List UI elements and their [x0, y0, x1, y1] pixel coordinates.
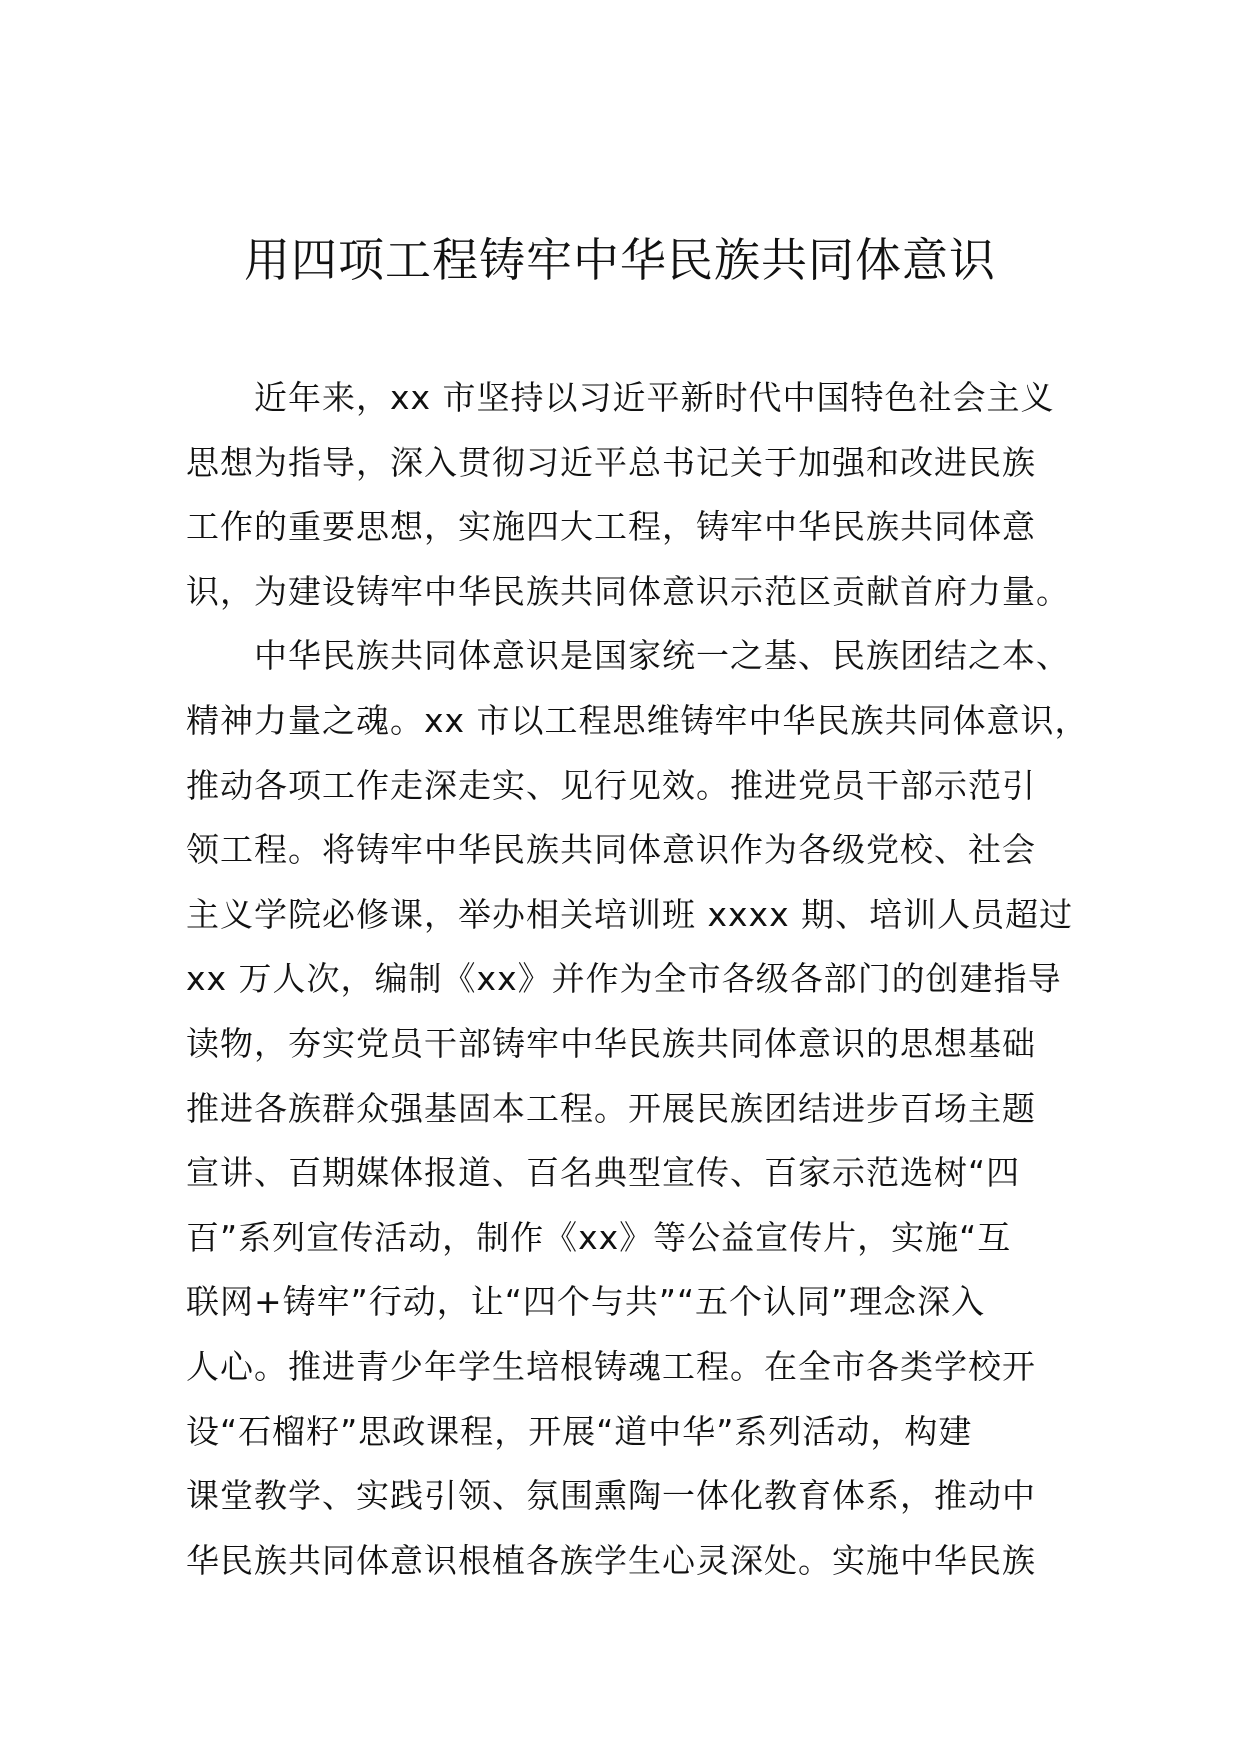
paragraph-2-line-14: 课堂教学、实践引领、氛围熏陶一体化教育体系，推动中: [186, 1476, 1036, 1516]
paragraph-1-line-3: 工作的重要思想，实施四大工程，铸牢中华民族共同体意: [186, 507, 1036, 547]
paragraph-2-line-15: 华民族共同体意识根植各族学生心灵深处。实施中华民族: [186, 1540, 1036, 1580]
paragraph-2-line-3: 推动各项工作走深走实、见行见效。推进党员干部示范引: [186, 765, 1036, 805]
paragraph-2-line-4: 领工程。将铸牢中华民族共同体意识作为各级党校、社会: [186, 830, 1036, 870]
paragraph-2-line-6: xx 万人次，编制《xx》并作为全市各级各部门的创建指导: [186, 959, 1062, 999]
paragraph-2-line-10: 百”系列宣传活动，制作《xx》等公益宣传片，实施“互: [186, 1217, 1012, 1257]
paragraph-2-line-12: 人心。推进青少年学生培根铸魂工程。在全市各类学校开: [186, 1346, 1036, 1386]
paragraph-1-line-4: 识，为建设铸牢中华民族共同体意识示范区贡献首府力量。: [186, 571, 1070, 611]
paragraph-1-line-2: 思想为指导，深入贯彻习近平总书记关于加强和改进民族: [186, 442, 1036, 482]
paragraph-2-line-9: 宣讲、百期媒体报道、百名典型宣传、百家示范选树“四: [186, 1153, 1021, 1193]
paragraph-2-line-5: 主义学院必修课，举办相关培训班 xxxx 期、培训人员超过: [186, 894, 1074, 934]
paragraph-2-line-13: 设“石榴籽”思政课程，开展“道中华”系列活动，构建: [186, 1411, 973, 1451]
paragraph-2-line-2: 精神力量之魂。xx 市以工程思维铸牢中华民族共同体意识，: [186, 700, 1089, 740]
document-title: 用四项工程铸牢中华民族共同体意识: [244, 233, 996, 287]
document-body: [186, 366, 1089, 1593]
paragraph-2-line-1: 中华民族共同体意识是国家统一之基、民族团结之本、: [254, 636, 1070, 676]
paragraph-2-line-11: 联网+铸牢”行动，让“四个与共”“五个认同”理念深入: [186, 1282, 986, 1322]
paragraph-1-line-1: 近年来，xx 市坚持以习近平新时代中国特色社会主义: [254, 378, 1055, 417]
paragraph-2-line-7: 读物，夯实党员干部铸牢中华民族共同体意识的思想基础: [186, 1023, 1036, 1063]
paragraph-2-line-8: 推进各族群众强基固本工程。开展民族团结进步百场主题: [186, 1088, 1036, 1128]
